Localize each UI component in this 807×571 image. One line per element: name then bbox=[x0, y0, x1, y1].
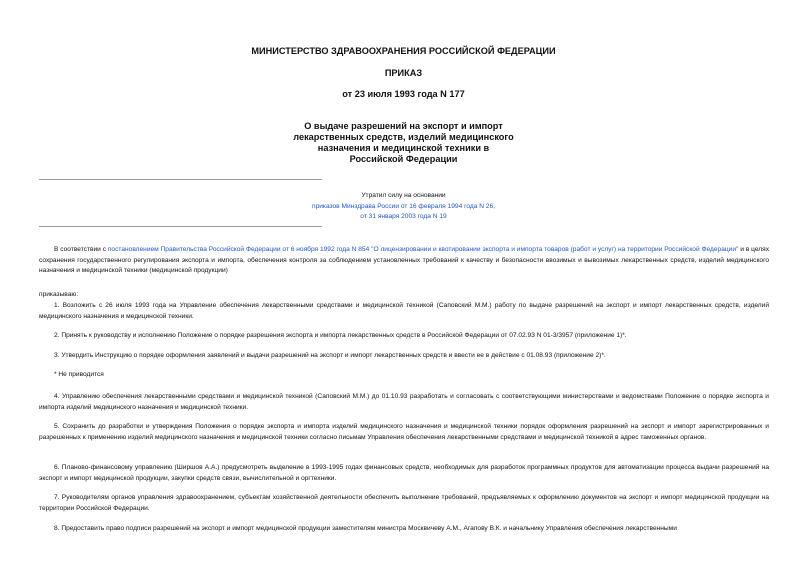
paragraph-5: 5. Сохранить до разработки и утверждения Положения о порядке экспорта и импорта изделий медицинского назначения и медицинской техники порядок оформления разрешений на экспорт и импорт зарегистрированных и разрешенных к применению изделий медицинского назначения и медицинской техники согласно письмам Управления обеспечения лекарственными средствами и медицинской техникой в адрес таможенных органов. bbox=[39, 423, 769, 441]
paragraph-8: 8. Предоставить право подписи разрешений на экспорт и импорт медицинской продукции заместителям министра Москвичеву А.М., Агапову В.К. и начальнику Управления обеспечения лекарственными bbox=[54, 525, 677, 532]
paragraph-3: 3. Утвердить Инструкцию о порядке оформления заявлений и выдачи разрешений на экспорт и импорт лекарственных средств и ввести ее в действие с 01.08.93 (приложение 2)*. bbox=[54, 352, 606, 359]
intro-paragraph bbox=[39, 245, 769, 277]
intro-suffix: и в целях сохранения государственного регулирования экспорта и импорта, обеспечения контроля за соблюдением установленных требований к качеству и безопасности ввозимых и вывозимых лекарственных средств, изделий медицинского назначения и медицинской техники (медицинской продукции) bbox=[39, 246, 769, 274]
paragraph-6: 6. Планово-финансовому управлению (Шиpшов А.А.) предусмотреть выделение в 1993-1995 годах финансовых средств, необходимых для разработок программных продуктов для автоматизации процесса выдачи разрешений на экспорт и импорт медицинской продукции, закупки средств связи, вычислительной и оргтехники. bbox=[39, 464, 769, 482]
government-decree-link[interactable]: постановлением Правительства Российской Федерации от 6 ноября 1992 года N 854 "О лицензировании и квотировании экспорта и импорта товаров (работ и услуг) на территории Российской Федерации" bbox=[107, 246, 739, 253]
paragraph-2: 2. Принять к руководству и исполнению Положение о порядке разрешения экспорта и импорта лекарственных средств в Российской Федерации от 07.02.93 N 01-3/3957 (приложение 1)*. bbox=[54, 332, 627, 339]
order-word: приказываю: bbox=[39, 291, 79, 298]
revocation-link-1994[interactable]: приказов Минздрава России от 16 февраля 1994 года N 26, bbox=[312, 202, 495, 210]
paragraph-1: 1. Возложить с 26 июля 1993 года на Управление обеспечения лекарственными средствами и медицинской техникой (Саповский М.М.) работу по выдаче разрешений на экспорт и импорт лекарственных средств, изделий медицинского назначения и медицинской техники. bbox=[39, 302, 769, 320]
paragraph-4: 4. Управлению обеспечения лекарственными средствами и медицинской техникой (Саповский М.М.) до 01.10.93 разработать и согласовать с соответствующими министерствами и ведомствами Положение о порядке экспорта и импорта изделий медицинского назначения и медицинской техники. bbox=[39, 393, 769, 411]
divider-top bbox=[39, 179, 322, 180]
footnote: * Не приводится bbox=[54, 371, 104, 378]
title-line: О выдаче разрешений на экспорт и импорт bbox=[304, 121, 503, 131]
revocation-link-2003[interactable]: от 31 января 2003 года N 19 bbox=[360, 213, 447, 220]
title-line: назначения и медицинской техники в bbox=[317, 143, 490, 153]
revocation-note bbox=[290, 191, 517, 223]
revocation-text: Утратил силу на основании bbox=[361, 192, 446, 199]
paragraph-7: 7. Руководителям органов управления здравоохранением, субъектам хозяйственной деятельности обеспечить выполнение требований, предъявляемых к оформлению документов на экспорт и импорт медицинской продукции на территории Российской Федерации. bbox=[39, 494, 769, 512]
title-line: Российской Федерации bbox=[349, 154, 458, 164]
document-date-number: от 23 июля 1993 года N 177 bbox=[342, 89, 465, 99]
intro-prefix: В соответствии с bbox=[54, 246, 108, 253]
divider-bottom bbox=[39, 226, 322, 227]
ministry-heading: МИНИСТЕРСТВО ЗДРАВООХРАНЕНИЯ РОССИЙСКОЙ ФЕДЕРАЦИИ bbox=[251, 46, 556, 56]
title-line: лекарственных средств, изделий медицинского bbox=[293, 132, 514, 142]
document-title bbox=[0, 121, 807, 165]
document-type: ПРИКАЗ bbox=[384, 68, 423, 78]
